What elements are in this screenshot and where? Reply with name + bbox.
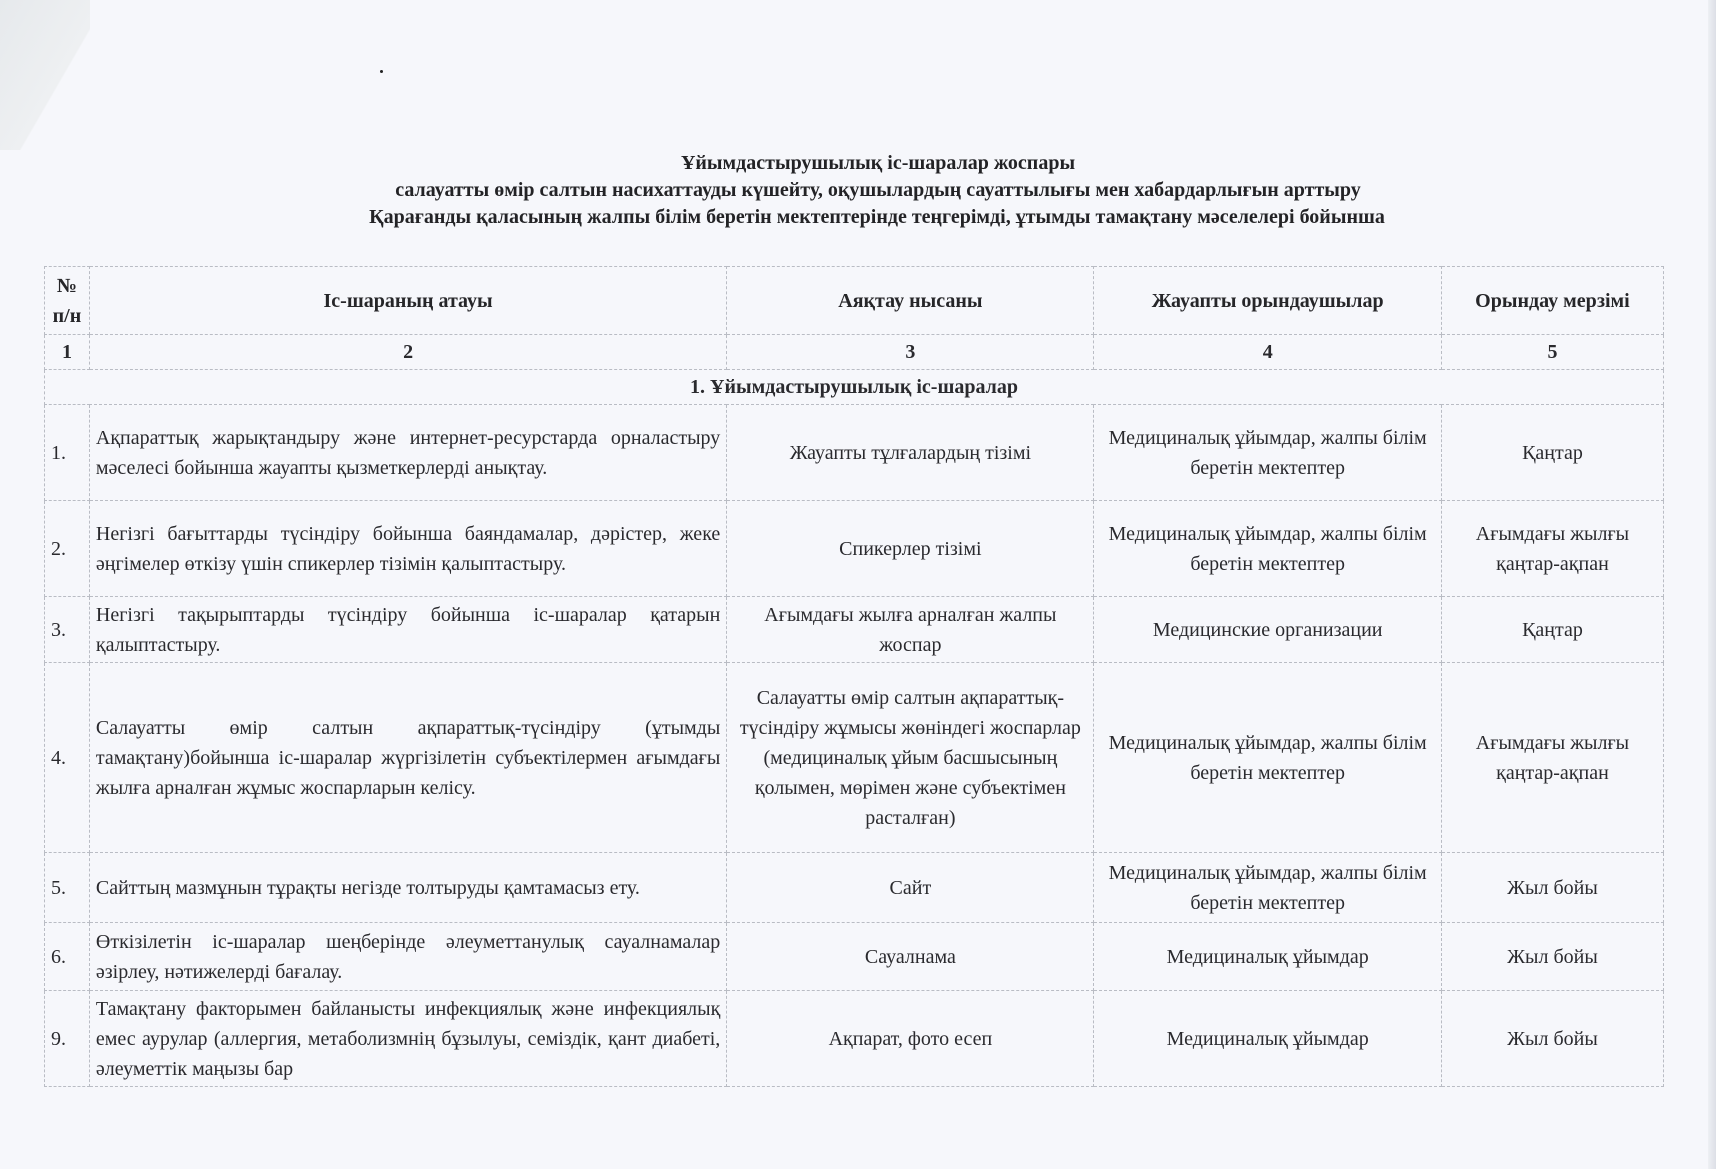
row-name: Өткізілетін іс-шаралар шеңберінде әлеуметтанулық сауалнамалар әзірлеу, нәтижелерді бағалау. <box>89 923 726 991</box>
document-subtitle-line2: Қарағанды қаласының жалпы білім беретін мектептерінде теңгерімді, ұтымды тамақтану мәселелері бойынша <box>369 206 1385 228</box>
column-number: 1 <box>45 335 90 370</box>
document-subtitle-line1: салауатты өмір салтын насихаттауды күшейту, оқушылардың сауаттылығы мен хабардарлығын арттыру <box>395 179 1361 201</box>
row-term: Ағымдағы жылғы қаңтар-ақпан <box>1441 501 1663 597</box>
row-number: 5. <box>45 853 90 923</box>
row-form: Ағымдағы жылға арналған жалпы жоспар <box>727 597 1094 663</box>
row-term: Жыл бойы <box>1441 853 1663 923</box>
activities-plan-table <box>44 266 1664 1087</box>
column-number-row <box>45 335 1664 370</box>
table-row <box>45 853 1664 923</box>
table-header-row <box>45 267 1664 335</box>
column-number: 5 <box>1441 335 1663 370</box>
row-form: Жауапты тұлғалардың тізімі <box>727 405 1094 501</box>
section-row <box>45 370 1664 405</box>
row-responsible: Медицинские организации <box>1094 597 1441 663</box>
header-form: Аяқтау нысаны <box>727 267 1094 335</box>
row-number: 1. <box>45 405 90 501</box>
row-form: Спикерлер тізімі <box>727 501 1094 597</box>
table-row <box>45 663 1664 853</box>
row-name: Салауатты өмір салтын ақпараттық-түсіндіру (ұтымды тамақтану)бойынша іс-шаралар жүргізілетін субъектілермен ағымдағы жылға арналған жұмыс жоспарларын келісу. <box>89 663 726 853</box>
row-number: 6. <box>45 923 90 991</box>
row-responsible: Медициналық ұйымдар, жалпы білім беретін мектептер <box>1094 405 1441 501</box>
scan-speck <box>380 70 383 73</box>
row-number: 9. <box>45 991 90 1087</box>
header-term: Орындау мерзімі <box>1441 267 1663 335</box>
column-number: 4 <box>1094 335 1441 370</box>
row-term: Қаңтар <box>1441 597 1663 663</box>
header-num: № п/н <box>45 267 90 335</box>
row-number: 3. <box>45 597 90 663</box>
column-number: 2 <box>89 335 726 370</box>
table-row <box>45 501 1664 597</box>
row-term: Ағымдағы жылғы қаңтар-ақпан <box>1441 663 1663 853</box>
header-responsible: Жауапты орындаушылар <box>1094 267 1441 335</box>
row-responsible: Медициналық ұйымдар, жалпы білім беретін мектептер <box>1094 853 1441 923</box>
section-title: 1. Ұйымдастырушылық іс-шаралар <box>45 370 1664 405</box>
table-row <box>45 991 1664 1087</box>
table-row <box>45 923 1664 991</box>
row-responsible: Медициналық ұйымдар, жалпы білім беретін мектептер <box>1094 663 1441 853</box>
row-number: 2. <box>45 501 90 597</box>
row-name: Ақпараттық жарықтандыру және интернет-ресурстарда орналастыру мәселесі бойынша жауапты қызметкерлерді анықтау. <box>89 405 726 501</box>
row-name: Негізгі тақырыптарды түсіндіру бойынша іс-шаралар қатарын қалыптастыру. <box>89 597 726 663</box>
table-row <box>45 405 1664 501</box>
row-name: Негізгі бағыттарды түсіндіру бойынша баяндамалар, дәрістер, жеке әңгімелер өткізу үшін спикерлер тізімін қалыптастыру. <box>89 501 726 597</box>
row-form: Сайт <box>727 853 1094 923</box>
row-responsible: Медициналық ұйымдар <box>1094 923 1441 991</box>
header-name: Іс-шараның атауы <box>89 267 726 335</box>
table-row <box>45 597 1664 663</box>
row-responsible: Медициналық ұйымдар, жалпы білім беретін мектептер <box>1094 501 1441 597</box>
row-responsible: Медициналық ұйымдар <box>1094 991 1441 1087</box>
row-term: Қаңтар <box>1441 405 1663 501</box>
row-name: Сайттың мазмұнын тұрақты негізде толтыруды қамтамасыз ету. <box>89 853 726 923</box>
row-number: 4. <box>45 663 90 853</box>
page-fold-shadow <box>0 0 90 150</box>
column-number: 3 <box>727 335 1094 370</box>
row-form: Ақпарат, фото есеп <box>727 991 1094 1087</box>
document-title-block <box>0 150 1716 231</box>
row-term: Жыл бойы <box>1441 923 1663 991</box>
row-form: Сауалнама <box>727 923 1094 991</box>
row-form: Салауатты өмір салтын ақпараттық-түсіндіру жұмысы жөніндегі жоспарлар (медициналық ұйым басшысының қолымен, мөрімен және субъектімен расталған) <box>727 663 1094 853</box>
row-term: Жыл бойы <box>1441 991 1663 1087</box>
row-name: Тамақтану факторымен байланысты инфекциялық және инфекциялық емес аурулар (аллергия, метаболизмнің бұзылуы, семіздік, қант диабеті, әлеуметтік маңызы бар <box>89 991 726 1087</box>
document-title: Ұйымдастырушылық іс-шаралар жоспары <box>680 152 1076 174</box>
